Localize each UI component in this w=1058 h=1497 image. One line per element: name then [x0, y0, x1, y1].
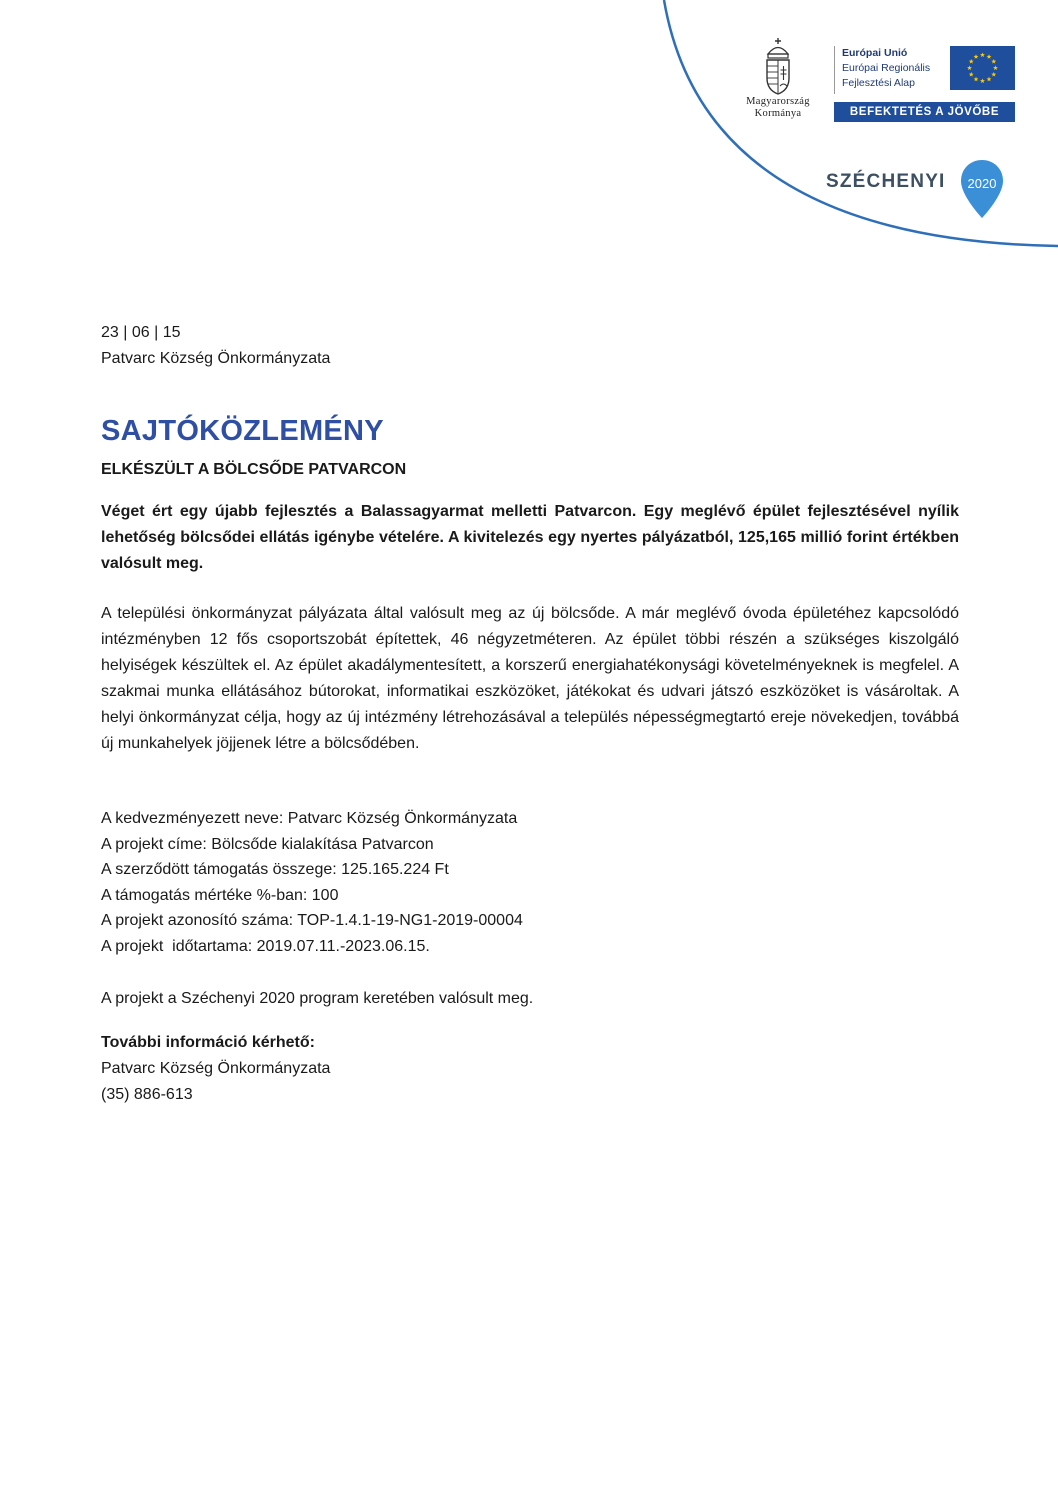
detail-project-title: A projekt címe: Bölcsőde kialakítása Patvarcon: [101, 835, 434, 853]
government-name-line2: Kormánya: [754, 108, 802, 119]
eu-slogan-banner: BEFEKTETÉS A JÖVŐBE: [834, 102, 1015, 122]
eu-flag-icon: [950, 46, 1015, 90]
szechenyi-wordmark: SZÉCHENYI: [826, 171, 946, 192]
detail-duration: A projekt időtartama: 2019.07.11.-2023.06.15.: [101, 937, 430, 955]
issuing-organization: Patvarc Község Önkormányzata: [101, 350, 331, 367]
coat-of-arms-icon: [761, 36, 795, 96]
szechenyi-year: 2020: [967, 176, 997, 191]
contact-phone: (35) 886-613: [101, 1085, 193, 1103]
lead-paragraph: Véget ért egy újabb fejlesztés a Balassagyarmat melletti Patvarcon. Egy meglévő épület fejlesztésével nyílik lehetőség bölcsődei ellátás igénybe vételére. A kivitelezés egy nyertes pályázatból, 125,165 millió forint értékben valósult meg.: [101, 503, 959, 572]
detail-grant-rate: A támogatás mértéke %-ban: 100: [101, 886, 339, 904]
document-title: SAJTÓKÖZLEMÉNY: [101, 415, 384, 447]
release-date: 23 | 06 | 15: [101, 324, 181, 341]
detail-grant-amount: A szerződött támogatás összege: 125.165.224 Ft: [101, 861, 449, 879]
government-name-line1: Magyarország: [746, 96, 810, 107]
program-note: A projekt a Széchenyi 2020 program keretében valósult meg.: [101, 989, 534, 1007]
press-release: [101, 320, 959, 1108]
contact-name: Patvarc Község Önkormányzata: [101, 1059, 331, 1077]
project-details: [101, 806, 959, 960]
header-arc: [0, 0, 1058, 280]
location-pin-icon: [958, 158, 1006, 222]
eu-fund-name-line1: Európai Regionális: [842, 62, 931, 74]
detail-beneficiary: A kedvezményezett neve: Patvarc Község Önkormányzata: [101, 810, 518, 827]
contact-block: [101, 1030, 959, 1108]
eu-union-label: Európai Unió: [842, 47, 908, 59]
government-logo: [728, 36, 828, 120]
body-paragraph: A települési önkormányzat pályázata által valósult meg az új bölcsőde. A már meglévő óvoda épületéhez kapcsolódó intézményben 12 fős csoportszobát építettek, 46 négyzetméteren. Az épület többi részén a szükséges kiszolgáló helyiségek készültek el. Az épület akadálymentesített, a korszerű energiahatékonysági követelményeknek is megfelel. A szakmai munka ellátásához bútorokat, informatikai eszközöket, játékokat és udvari játszó eszközöket is vásároltak. A helyi önkormányzat célja, hogy az új intézmény létrehozásával a település népességmegtartó ereje növekedjen, továbbá új munkahelyek jöjjenek létre a bölcsődében.: [101, 605, 959, 752]
contact-heading: További információ kérhető:: [101, 1033, 315, 1051]
document-subtitle: ELKÉSZÜLT A BÖLCSŐDE PATVARCON: [101, 461, 407, 478]
detail-project-id: A projekt azonosító száma: TOP-1.4.1-19-NG1-2019-00004: [101, 912, 523, 930]
eu-fund-label: [834, 46, 946, 94]
eu-fund-name-line2: Fejlesztési Alap: [842, 77, 915, 89]
